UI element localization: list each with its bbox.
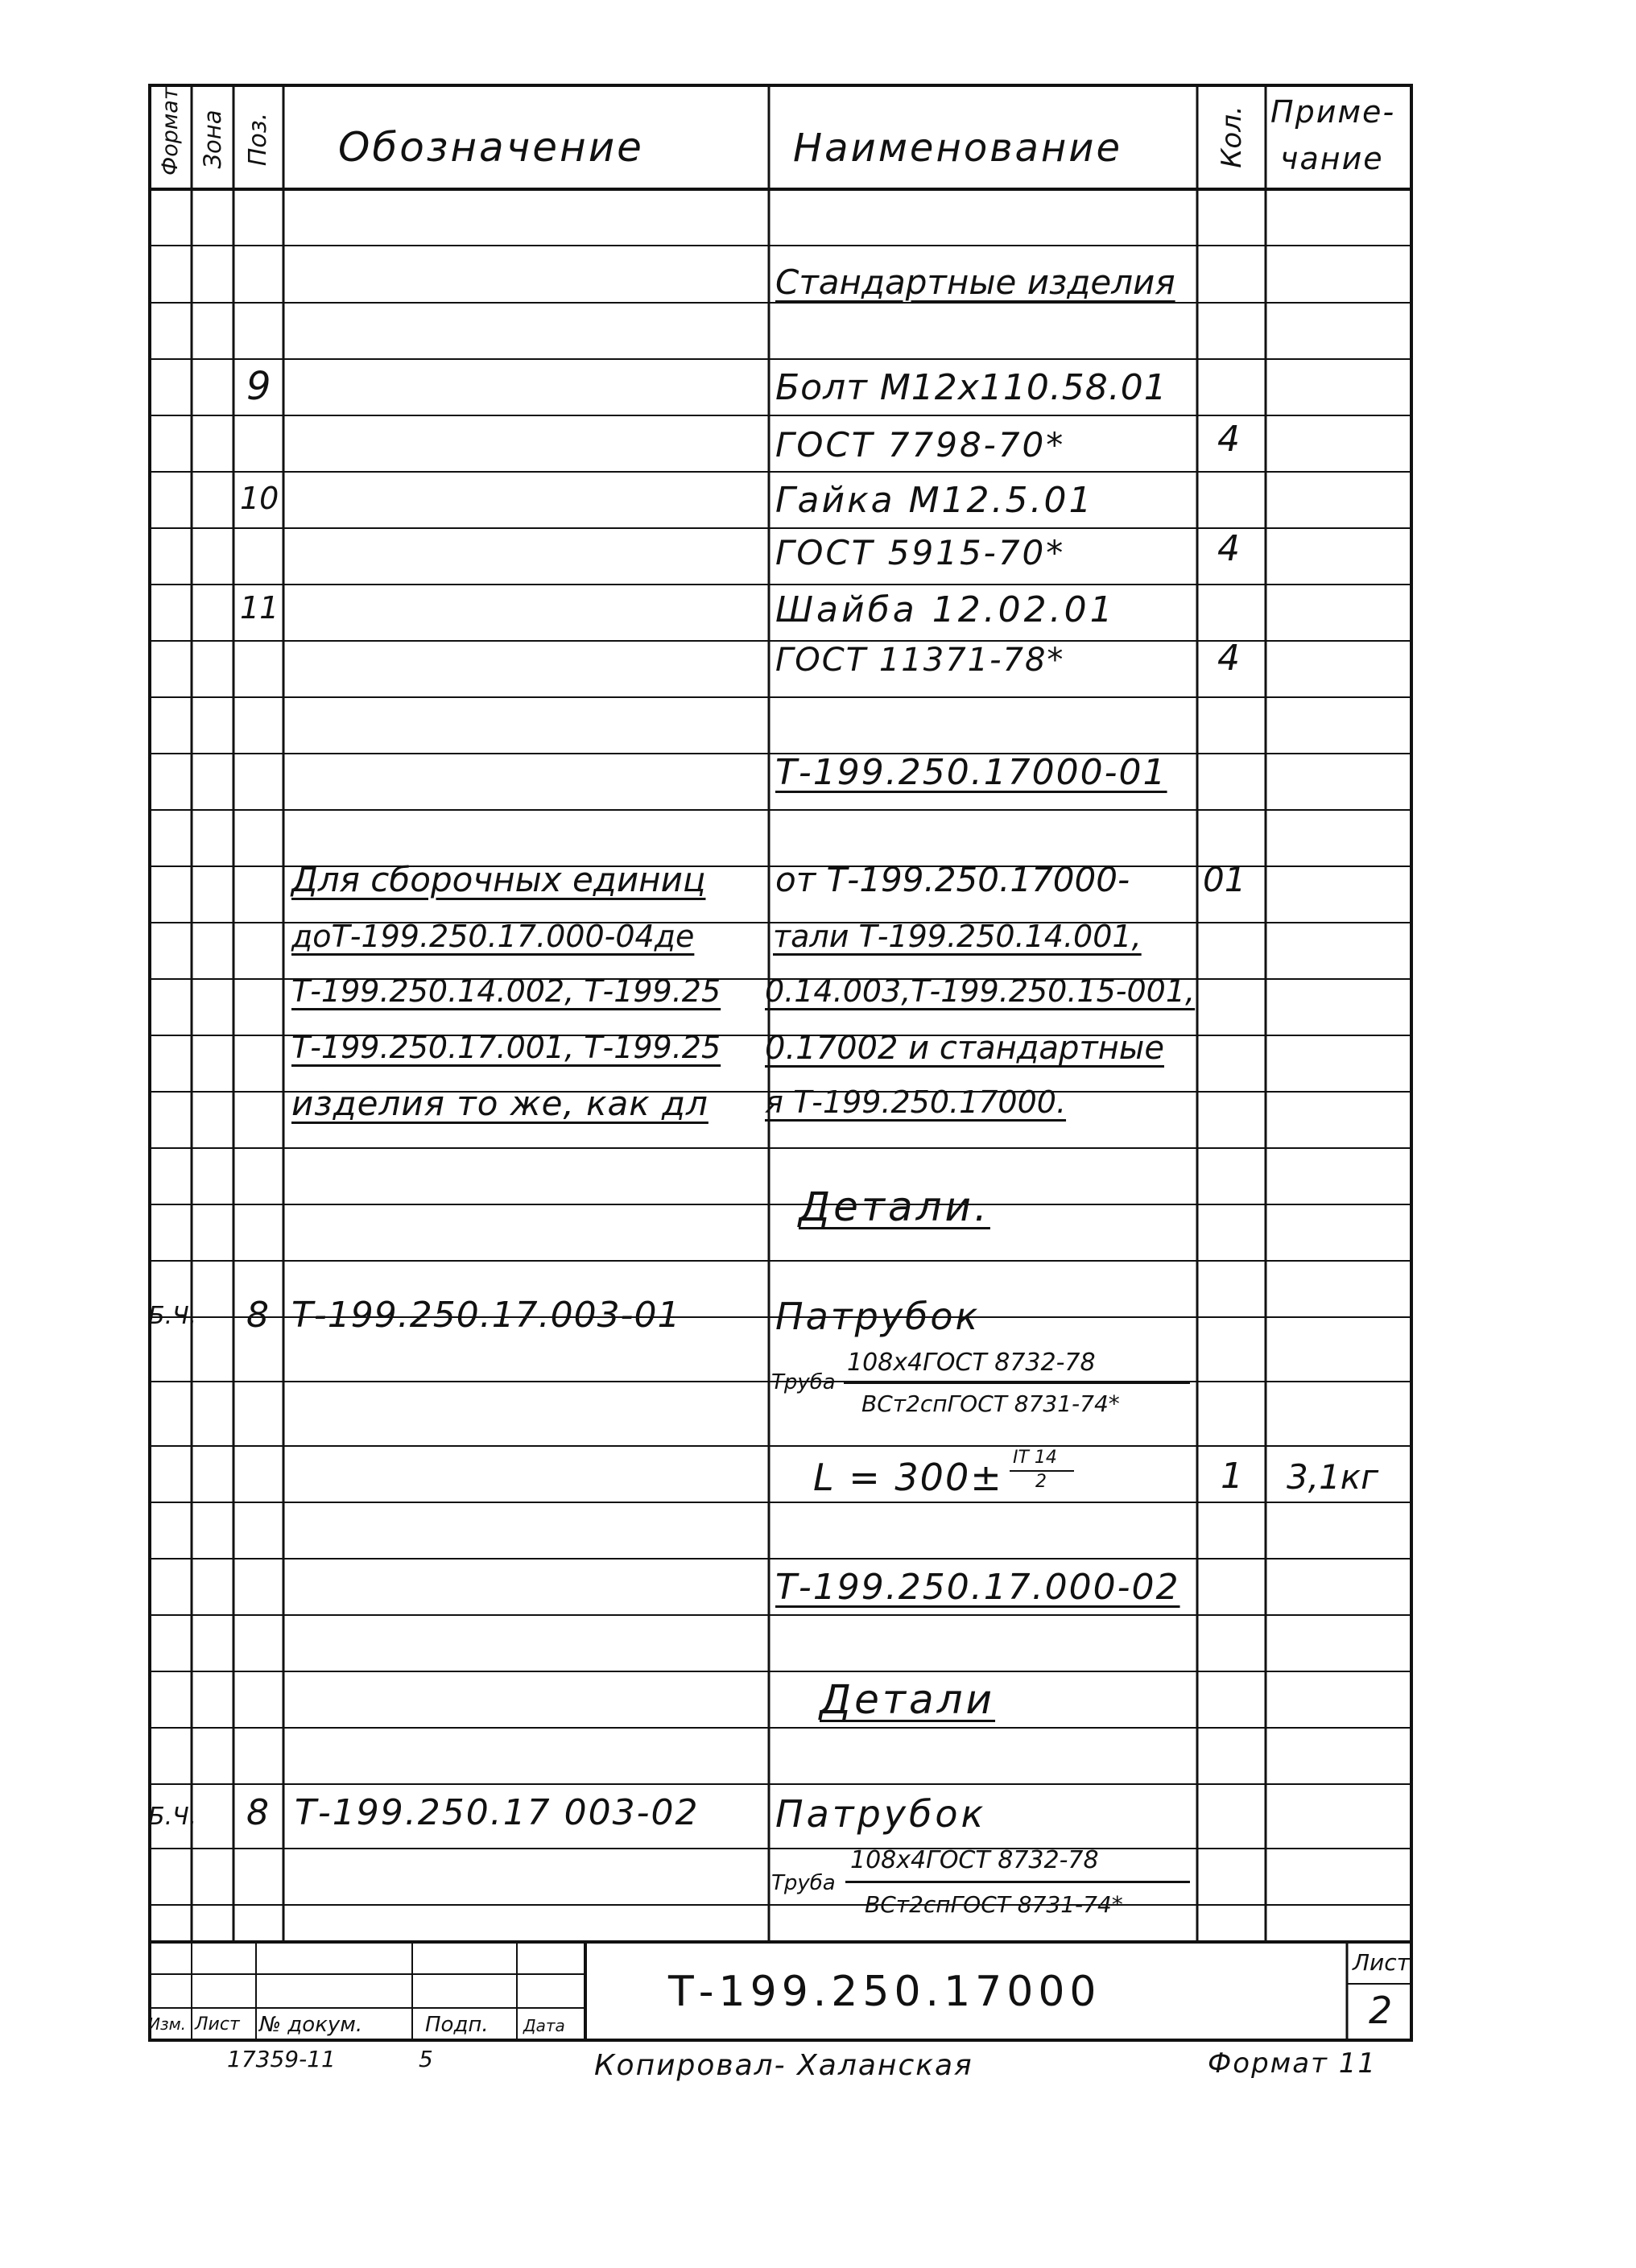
note-line3-left: Т-199.250.14.002, Т-199.25 <box>291 973 721 1009</box>
note-line2-left: доТ-199.250.17.000-04де <box>291 919 695 954</box>
note-line5-left: изделия то же, как дл <box>291 1084 709 1123</box>
part1-format-bch: Б.Ч. <box>148 1302 197 1330</box>
tb-col-list: Лист <box>195 2014 240 2035</box>
bolt-gost: ГОСТ 7798-70* <box>775 425 1066 465</box>
part2-pos: 8 <box>246 1792 269 1833</box>
section-parts-1: Детали. <box>799 1184 990 1230</box>
sheet-label: Лист <box>1353 1949 1410 1976</box>
washer-name: Шайба 12.02.01 <box>775 589 1116 630</box>
part1-pipe-numerator: 108х4ГОСТ 8732-78 <box>847 1349 1096 1377</box>
tb-col-doc: № докум. <box>259 2013 363 2037</box>
pos-9: 9 <box>246 364 271 409</box>
part2-name: Патрубок <box>775 1792 987 1836</box>
section-parts-2: Детали <box>820 1676 996 1723</box>
header-pos: Поз. <box>244 112 272 167</box>
footer-copied-by: Копировал- Халанская <box>594 2049 973 2082</box>
part1-mass: 3,1кг <box>1287 1457 1379 1497</box>
washer-qty: 4 <box>1217 638 1240 679</box>
washer-gost: ГОСТ 11371-78* <box>775 642 1065 679</box>
part2-pipe-numerator: 108х4ГОСТ 8732-78 <box>850 1846 1099 1874</box>
variant-02-designation: Т-199.250.17.000-02 <box>775 1567 1180 1608</box>
note-line1-tail: 01 <box>1203 860 1246 899</box>
part2-pipe-denominator: ВСт2спГОСТ 8731-74* <box>865 1891 1123 1918</box>
header-designation: Обозначение <box>338 124 644 171</box>
sheet-number: 2 <box>1369 1989 1393 2032</box>
tb-col-sign: Подп. <box>425 2013 489 2037</box>
nut-qty: 4 <box>1217 528 1240 569</box>
note-line2-right: тали Т-199.250.14.001, <box>773 919 1142 954</box>
header-zone: Зона <box>199 109 226 169</box>
part1-tolerance-denominator: 2 <box>1035 1472 1047 1492</box>
header-format: Формат <box>158 87 183 176</box>
part1-pipe-denominator: ВСт2спГОСТ 8731-74* <box>861 1390 1120 1417</box>
header-qty: Кол. <box>1216 105 1248 168</box>
bolt-name: Болт М12х110.58.01 <box>775 367 1167 408</box>
part2-designation: Т-199.250.17 003-02 <box>295 1792 700 1833</box>
nut-gost: ГОСТ 5915-70* <box>775 533 1066 572</box>
header-name: Наименование <box>793 126 1123 171</box>
section-standard-items: Стандартные изделия <box>775 262 1175 302</box>
footer-archive-number: 17359-11 <box>227 2046 336 2072</box>
note-line1-right: от Т-199.250.17000- <box>775 860 1130 899</box>
header-note-line2: чание <box>1280 141 1384 176</box>
footer-page: 5 <box>419 2046 433 2072</box>
variant-01-designation: Т-199.250.17000-01 <box>775 752 1167 793</box>
note-line4-left: Т-199.250.17.001, Т-199.25 <box>291 1030 721 1065</box>
note-line5-right: я Т-199.250.17000. <box>765 1084 1067 1120</box>
part1-length: L = 300± <box>813 1456 1003 1499</box>
note-line3-right: 0.14.003,Т-199.250.15-001, <box>765 973 1196 1009</box>
pos-11: 11 <box>240 590 279 626</box>
part2-format-bch: Б.Ч. <box>148 1803 197 1831</box>
tb-col-date: Дата <box>523 2016 565 2035</box>
header-note-line1: Приме- <box>1270 94 1396 130</box>
part1-pipe-fraction-bar <box>844 1382 1190 1384</box>
bolt-qty: 4 <box>1217 419 1240 460</box>
nut-name: Гайка М12.5.01 <box>775 480 1094 521</box>
part2-pipe-fraction-bar <box>845 1881 1190 1883</box>
pos-10: 10 <box>240 481 279 516</box>
part1-qty: 1 <box>1221 1456 1243 1497</box>
part1-name: Патрубок <box>775 1295 981 1338</box>
note-line4-right: 0.17002 и стандартные <box>765 1030 1164 1067</box>
part1-pos: 8 <box>246 1295 269 1336</box>
note-line1-left: Для сборочных единиц <box>291 860 706 899</box>
tb-col-izm: Изм. <box>148 2014 187 2034</box>
part1-tolerance-numerator: IT 14 <box>1013 1448 1057 1468</box>
footer-format: Формат 11 <box>1208 2047 1378 2080</box>
document-number: Т-199.250.17000 <box>668 1968 1101 2016</box>
part1-pipe-prefix: Труба <box>771 1370 836 1394</box>
part1-designation: Т-199.250.17.003-01 <box>291 1295 681 1336</box>
part2-pipe-prefix: Труба <box>771 1871 836 1895</box>
